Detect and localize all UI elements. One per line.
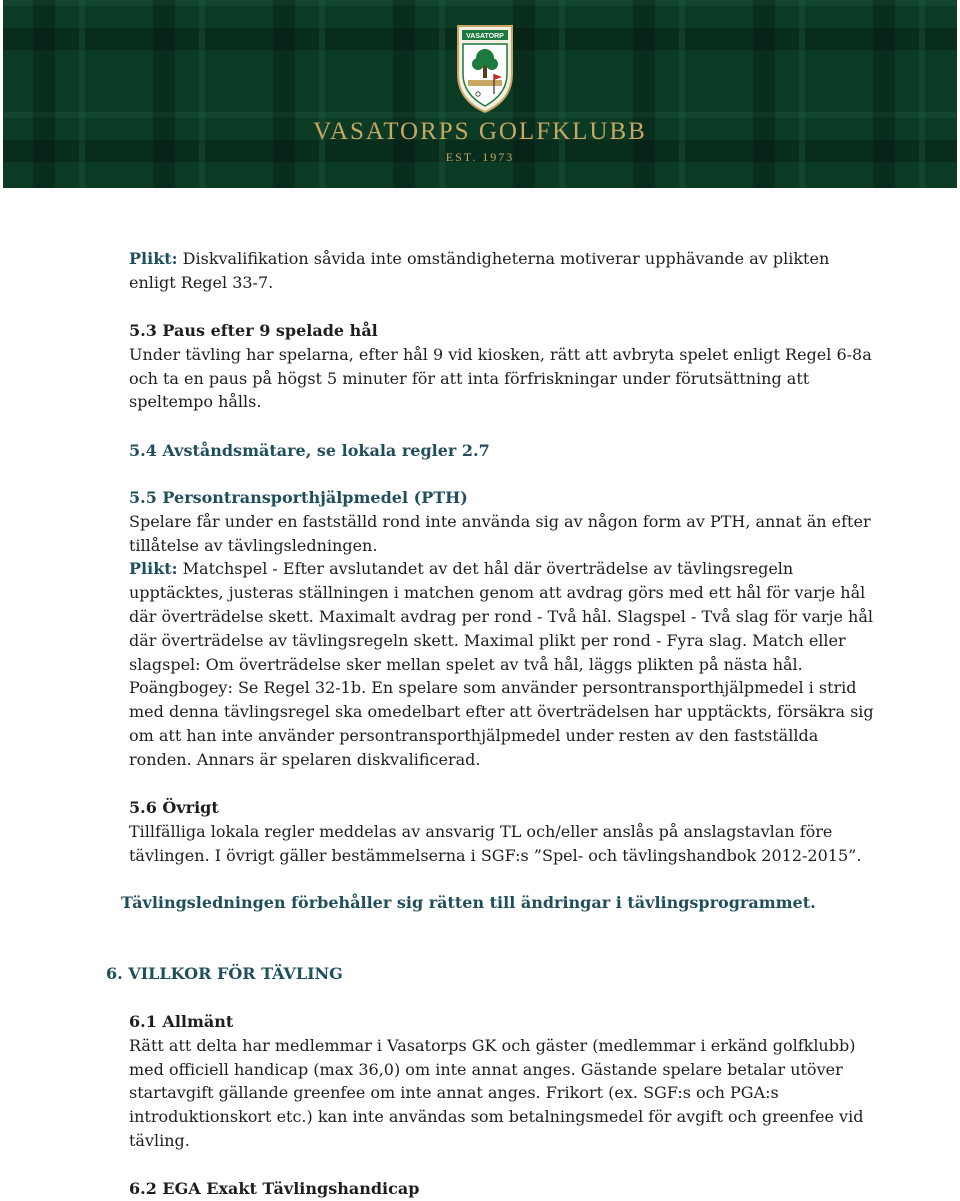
section-heading: 6.2 EGA Exakt Tävlingshandicap <box>129 1179 420 1198</box>
section-5-4 <box>129 439 889 463</box>
paragraph-line: där överträdelse skett. Maximalt avdrag per rond - Två hål. Slagspel - Två slag för varje hål <box>129 606 873 626</box>
paragraph-line: och ta en paus på högst 5 minuter för att inta förfriskningar under förutsättning att <box>129 368 810 388</box>
paragraph-line: där överträdelse av tävlingsregeln skett. Maximal plikt per rond - Fyra slag. Match eller <box>129 630 846 650</box>
program-change-notice: Tävlingsledningen förbehåller sig rätten till ändringar i tävlingsprogrammet. <box>121 893 816 912</box>
paragraph-line: tillåtelse av tävlingsledningen. <box>129 535 378 555</box>
paragraph-line: med denna tävlingsregel ska omedelbart efter att överträdelsen har upptäckts, försäkra sig <box>129 702 874 722</box>
paragraph-line: slagspel: Om överträdelse sker mellan spelet av två hål, läggs plikten på nästa hål. <box>129 654 803 674</box>
penalty-text: enligt Regel 33-7. <box>129 272 274 292</box>
section-6-1 <box>129 1010 889 1153</box>
section-5-5 <box>129 486 889 772</box>
paragraph-line: upptäcktes, justeras ställningen i matchen genom att avdrag görs med ett hål för varje hål <box>129 583 866 603</box>
penalty-text: Diskvalifikation såvida inte omständigheterna motiverar upphävande av plikten <box>177 249 830 268</box>
section-heading: 5.5 Persontransporthjälpmedel (PTH) <box>129 488 468 507</box>
paragraph-line: Under tävling har spelarna, efter hål 9 vid kiosken, rätt att avbryta spelet enligt Regel 6-8a <box>129 344 872 364</box>
paragraph-line: Spelare får under en fastställd rond inte använda sig av någon form av PTH, annat än efter <box>129 511 871 531</box>
section-5-6 <box>129 796 889 867</box>
club-crest-logo <box>454 22 516 114</box>
section-heading: 6.1 Allmänt <box>129 1012 234 1031</box>
header-banner <box>3 0 957 188</box>
section-5-3 <box>129 319 889 414</box>
penalty-paragraph <box>129 247 889 295</box>
paragraph-line: startavgift gällande greenfee om inte annat anges. Frikort (ex. SGF:s och PGA:s <box>129 1083 779 1103</box>
paragraph-line: ronden. Annars är spelaren diskvalificerad. <box>129 749 481 769</box>
paragraph-line: med officiell handicap (max 36,0) om inte annat anges. Gästande spelare betalar utöver <box>129 1059 843 1079</box>
section-heading: 5.4 Avståndsmätare, se lokala regler 2.7 <box>129 441 490 460</box>
penalty-label: Plikt: <box>129 249 178 268</box>
club-name: VASATORPS GOLFKLUBB <box>313 118 647 145</box>
paragraph-line: Rätt att delta har medlemmar i Vasatorps GK och gäster (medlemmar i erkänd golfklubb) <box>129 1035 856 1055</box>
paragraph-line: tävlingen. I övrigt gäller bestämmelserna i SGF:s ”Spel- och tävlingshandbok 2012-2015”. <box>129 845 862 865</box>
svg-text:VASATORP: VASATORP <box>466 33 504 40</box>
penalty-label: Plikt: <box>129 559 178 579</box>
chapter-heading: 6. VILLKOR FÖR TÄVLING <box>106 964 343 983</box>
section-6-2 <box>129 1177 889 1201</box>
paragraph-line: Matchspel - Efter avslutandet av det hål där överträdelse av tävlingsregeln <box>177 559 794 579</box>
section-heading: 5.6 Övrigt <box>129 798 219 817</box>
paragraph-line: introduktionskort etc.) kan inte användas som betalningsmedel för avgift och greenfee vid <box>129 1107 864 1127</box>
section-heading: 5.3 Paus efter 9 spelade hål <box>129 321 378 340</box>
club-established: EST. 1973 <box>445 150 515 164</box>
paragraph-line: tävling. <box>129 1130 190 1150</box>
paragraph-line: Poängbogey: Se Regel 32-1b. En spelare som använder persontransporthjälpmedel i strid <box>129 678 857 698</box>
paragraph-line: Tillfälliga lokala regler meddelas av ansvarig TL och/eller anslås på anslagstavlan före <box>129 821 833 841</box>
paragraph-line: om att han inte använder persontransporthjälpmedel under resten av den fastställda <box>129 725 819 745</box>
paragraph-line: speltempo hålls. <box>129 392 262 412</box>
